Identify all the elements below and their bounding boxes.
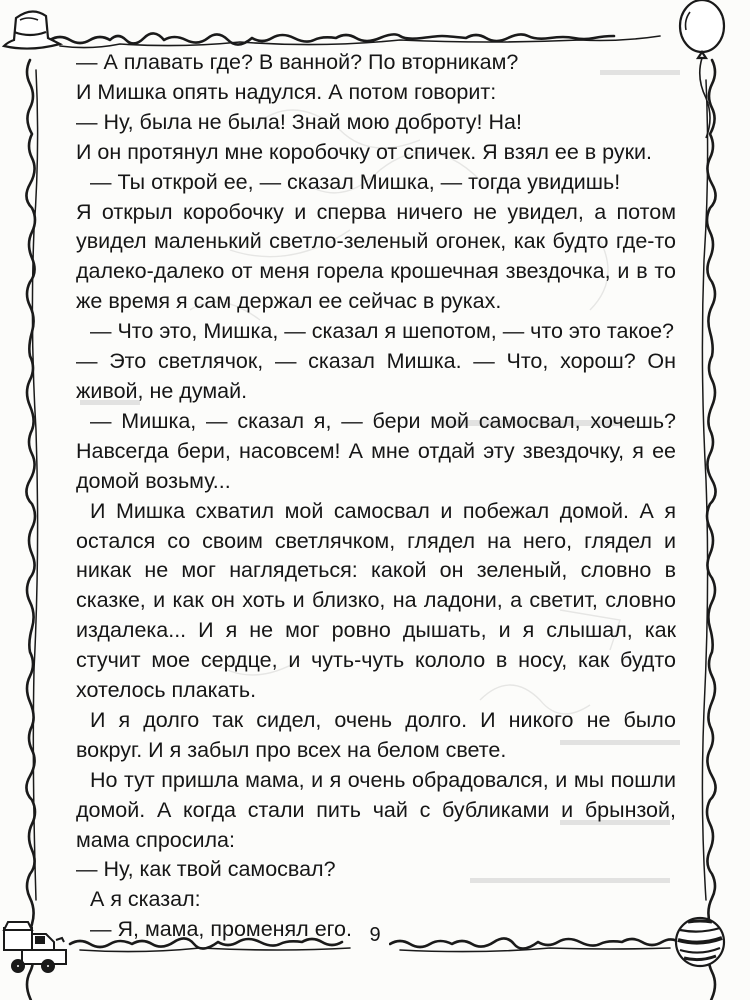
paragraph: И Мишка опять надулся. А потом говорит: bbox=[76, 79, 497, 104]
paragraph: А я сказал: bbox=[90, 887, 201, 912]
paragraph: И Мишка схватил мой самосвал и побежал домой. А я остался со своим светлячком, глядел на него, глядел и никак не мог наглядеться: какой он зеленый, словно в сказке, и как он хоть и близко, на ладони, а светит, словно издалека... И я не мог ровно дышать, и я слышал, как стучит мое сердце, и чуть-чуть кололо в носу, как будто хотелось плакать. bbox=[76, 498, 676, 703]
page-number bbox=[0, 924, 750, 947]
paragraph: Но тут пришла мама, и я очень обрадовался, и мы пошли домой. А когда стали пить чай с бубликами и брынзой, мама спросила: bbox=[76, 767, 676, 852]
paragraph: — Что это, Мишка, — сказал я шепотом, — что это такое? bbox=[90, 319, 675, 344]
paragraph: — Это светлячок, — сказал Мишка. — Что, хорош? Он живой, не думай. bbox=[76, 349, 676, 403]
paragraph: Я открыл коробочку и сперва ничего не увидел, а потом увидел маленький светло-зеленый огонек, как будто где-то далеко-далеко от меня горела крошечная звездочка, и в то же время я сам держал ее сейчас в руках. bbox=[76, 199, 676, 314]
paragraph: — Ну, была не была! Знай мою доброту! На! bbox=[76, 109, 522, 134]
paragraph: — Мишка, — сказал я, — бери мой самосвал, хочешь? Навсегда бери, насовсем! А мне отдай эту звездочку, я ее домой возьму... bbox=[76, 408, 676, 493]
paragraph: И он протянул мне коробочку от спичек. Я взял ее в руки. bbox=[76, 139, 653, 164]
paragraph: — Ну, как твой самосвал? bbox=[76, 857, 336, 882]
page-number-label: 9 bbox=[361, 924, 388, 946]
paragraph: И я долго так сидел, очень долго. И никого не было вокруг. И я забыл про всех на белом свете. bbox=[76, 707, 676, 762]
paragraph: — А плавать где? В ванной? По вторникам? bbox=[76, 50, 519, 74]
story-text bbox=[76, 48, 676, 945]
paragraph: — Я, мама, променял его. bbox=[90, 917, 352, 942]
paragraph: — Ты открой ее, — сказал Мишка, — тогда увидишь! bbox=[90, 169, 621, 194]
